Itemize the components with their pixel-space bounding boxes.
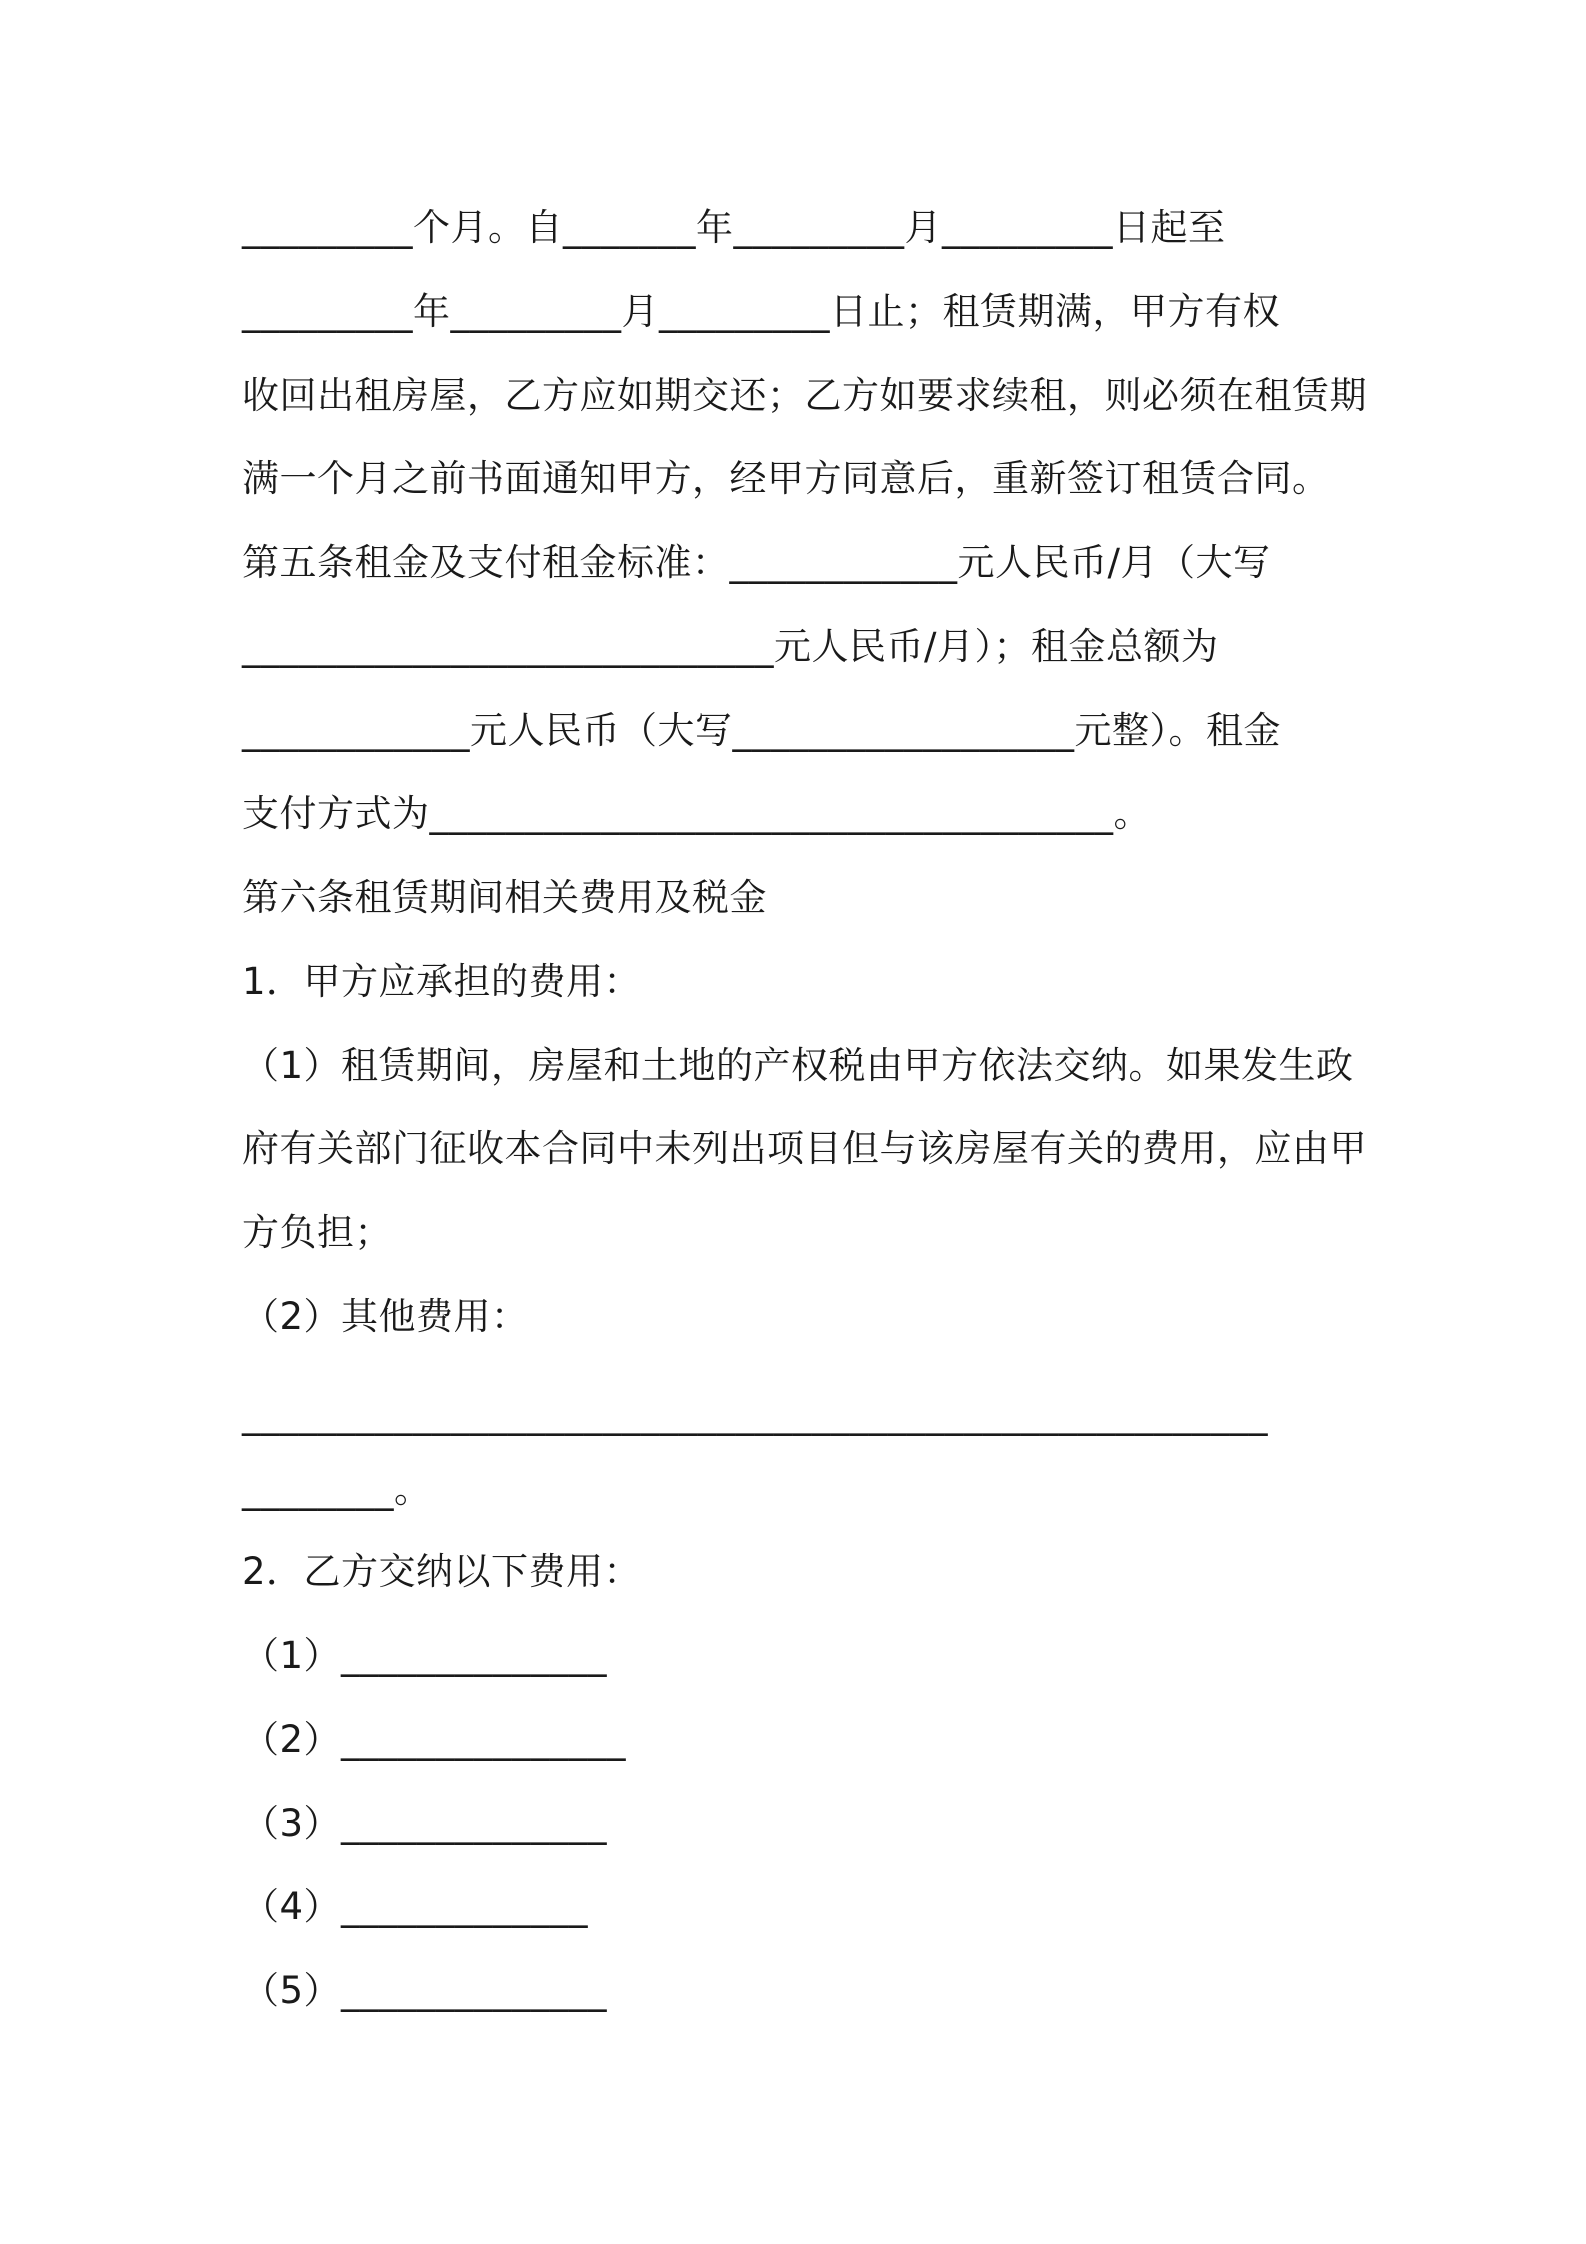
text-line: ____________元人民币（大写__________________元整）。租金 [242,709,1281,752]
section-heading-5: 第五条租金及支付租金标准：____________元人民币/月（大写 [242,541,1271,584]
text-line: 满一个月之前书面通知甲方，经甲方同意后，重新签订租赁合同。 [242,457,1330,500]
text-line: 收回出租房屋，乙方应如期交还；乙方如要求续租，则必须在租赁期 [242,374,1367,417]
list-item: （2）其他费用： [242,1295,529,1338]
text-line: ____________________________元人民币/月）；租金总额为 [242,625,1219,668]
text-line: 府有关部门征收本合同中未列出项目但与该房屋有关的费用，应由甲 [242,1127,1367,1170]
list-heading-2: 2．乙方交纳以下费用： [242,1550,642,1593]
list-item: （1）租赁期间，房屋和土地的产权税由甲方依法交纳。如果发生政 [242,1044,1354,1087]
list-item: （1）______________ [242,1634,608,1677]
list-item: （4）_____________ [242,1885,589,1928]
text-line: 方负担； [242,1211,392,1254]
text-line: 支付方式为____________________________________。 [242,792,1151,835]
text-line: _________个月。自_______年_________月_________日起至 [242,206,1226,249]
list-heading-1: 1．甲方应承担的费用： [242,960,642,1003]
blank-line: ________。 [242,1468,432,1511]
list-item: （3）______________ [242,1802,608,1845]
list-item: （5）______________ [242,1969,608,2012]
list-item: （2）_______________ [242,1718,627,1761]
section-heading-6: 第六条租赁期间相关费用及税金 [242,876,767,919]
text-line: _________年_________月_________日止；租赁期满，甲方有权 [242,290,1280,333]
blank-line: ______________________________________________________ [242,1393,1268,1436]
